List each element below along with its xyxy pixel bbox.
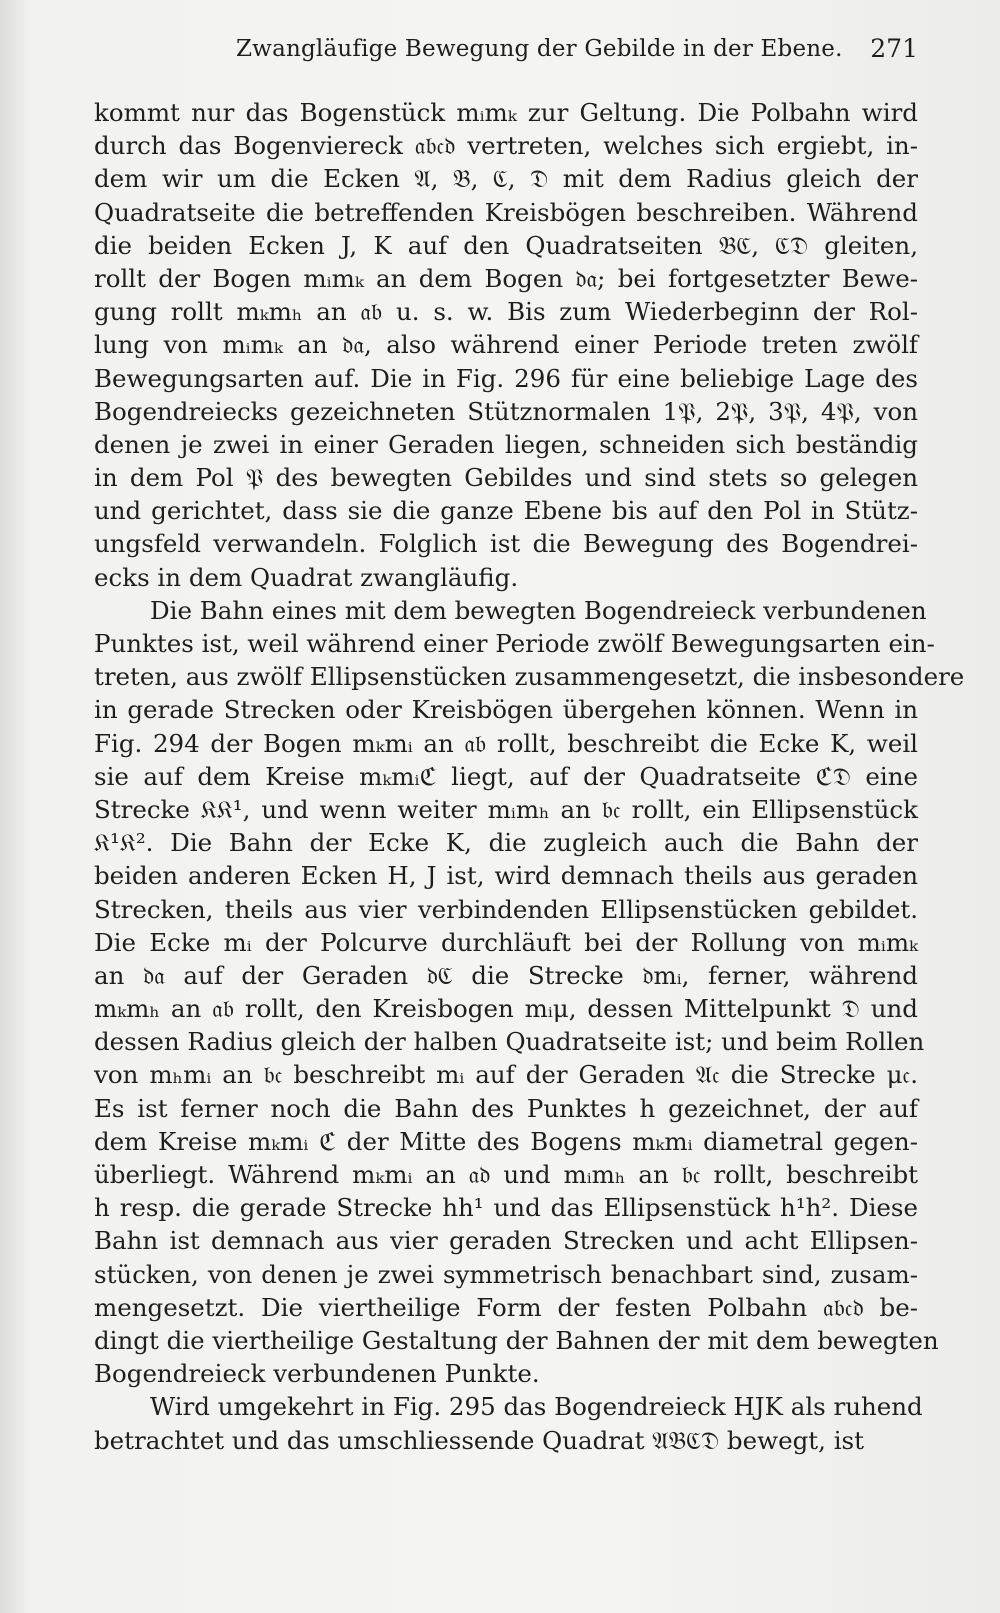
body-text [94, 96, 965, 1457]
text-line: mₖmₕ an 𝔞𝔟 rollt, den Kreisbogen mᵢμ, dessen Mittelpunkt 𝔇 und [94, 994, 918, 1024]
text-line: treten, aus zwölf Ellipsenstücken zusammengesetzt, die insbesondere [94, 662, 965, 692]
text-line: durch das Bogenviereck 𝔞𝔟𝔠𝔡 vertreten, welches sich ergiebt, in- [94, 131, 918, 161]
text-line: Die Ecke mᵢ der Polcurve durchläuft bei der Rollung von mᵢmₖ [94, 927, 918, 957]
paragraph [94, 96, 918, 594]
text-line: h resp. die gerade Strecke hh¹ und das Ellipsenstück h¹h². Diese [94, 1193, 918, 1223]
text-line: in dem Pol 𝔓 des bewegten Gebildes und sind stets so gelegen [94, 463, 918, 493]
text-line: Quadratseite die betreffenden Kreisbögen beschreiben. Während [94, 197, 918, 227]
text-line: Es ist ferner noch die Bahn des Punktes h gezeichnet, der auf [94, 1093, 918, 1123]
text-line: Wird umgekehrt in Fig. 295 das Bogendreieck HJK als ruhend [150, 1392, 923, 1422]
text-line: betrachtet und das umschliessende Quadrat 𝔄𝔅ℭ𝔇 bewegt, ist [94, 1425, 864, 1455]
text-line: dingt die viertheilige Gestaltung der Bahnen der mit dem bewegten [94, 1325, 939, 1355]
text-line: Strecke 𝔎𝔎¹, und wenn weiter mᵢmₕ an 𝔟𝔠 rollt, ein Ellipsenstück [94, 794, 918, 824]
text-line: Bogendreieck verbundenen Punkte. [94, 1359, 540, 1389]
text-line: rollt der Bogen mᵢmₖ an dem Bogen 𝔡𝔞; bei fortgesetzter Bewe- [94, 263, 918, 293]
text-line: 𝔎¹𝔎². Die Bahn der Ecke K, die zugleich auch die Bahn der [94, 828, 918, 858]
running-title: Zwangläufige Bewegung der Gebilde in der Ebene. [236, 36, 843, 62]
running-header [94, 36, 918, 76]
text-line: Bahn ist demnach aus vier geraden Strecken und acht Ellipsen- [94, 1226, 918, 1256]
text-line: kommt nur das Bogenstück mᵢmₖ zur Geltung. Die Polbahn wird [94, 98, 918, 127]
text-line: Bewegungsarten auf. Die in Fig. 296 für eine beliebige Lage des [94, 363, 918, 393]
text-line: lung von mᵢmₖ an 𝔡𝔞, also während einer Periode treten zwölf [94, 330, 918, 360]
text-line: Bogendreiecks gezeichneten Stütznormalen 1𝔓, 2𝔓, 3𝔓, 4𝔓, von [94, 396, 918, 426]
text-line: an 𝔡𝔞 auf der Geraden 𝔡ℭ die Strecke 𝔡mᵢ, ferner, während [94, 960, 918, 990]
text-line: ecks in dem Quadrat zwangläufig. [94, 562, 519, 592]
text-line: Strecken, theils aus vier verbindenden Ellipsenstücken gebildet. [94, 894, 918, 924]
text-line: dem wir um die Ecken 𝔄, 𝔅, ℭ, 𝔇 mit dem Radius gleich der [94, 164, 918, 194]
text-line: und gerichtet, dass sie die ganze Ebene bis auf den Pol in Stütz- [94, 496, 918, 526]
text-line: Fig. 294 der Bogen mₖmᵢ an 𝔞𝔟 rollt, beschreibt die Ecke K, weil [94, 728, 918, 758]
text-line: Die Bahn eines mit dem bewegten Bogendreieck verbundenen [150, 595, 927, 625]
text-line: in gerade Strecken oder Kreisbögen übergehen können. Wenn in [94, 695, 918, 725]
page-number: 271 [870, 34, 918, 63]
text-line: die beiden Ecken J, K auf den Quadratseiten 𝔅ℭ, ℭ𝔇 gleiten, [94, 230, 918, 260]
text-line: sie auf dem Kreise mₖmᵢℭ liegt, auf der Quadratseite ℭ𝔇 eine [94, 761, 918, 791]
text-line: stücken, von denen je zwei symmetrisch benachbart sind, zusam- [94, 1259, 918, 1289]
text-line: denen je zwei in einer Geraden liegen, schneiden sich beständig [94, 429, 918, 459]
text-line: dessen Radius gleich der halben Quadratseite ist; und beim Rollen [94, 1027, 925, 1057]
text-line: dem Kreise mₖmᵢ ℭ der Mitte des Bogens mₖmᵢ diametral gegen- [94, 1126, 918, 1156]
text-line: beiden anderen Ecken H, J ist, wird demnach theils aus geraden [94, 861, 918, 891]
text-line: von mₕmᵢ an 𝔟𝔠 beschreibt mᵢ auf der Geraden 𝔄𝔠 die Strecke μ𝔠. [94, 1060, 918, 1090]
text-line: überliegt. Während mₖmᵢ an 𝔞𝔡 und mᵢmₕ an 𝔟𝔠 rollt, beschreibt [94, 1160, 918, 1189]
text-line: ungsfeld verwandeln. Folglich ist die Bewegung des Bogendrei- [94, 529, 918, 559]
text-line: Punktes ist, weil während einer Periode zwölf Bewegungsarten ein- [94, 629, 935, 658]
text-line: mengesetzt. Die viertheilige Form der festen Polbahn 𝔞𝔟𝔠𝔡 be- [94, 1292, 918, 1322]
paragraph [94, 1390, 923, 1456]
text-line: gung rollt mₖmₕ an 𝔞𝔟 u. s. w. Bis zum Wiederbeginn der Rol- [94, 297, 918, 327]
paragraph [94, 594, 965, 1391]
